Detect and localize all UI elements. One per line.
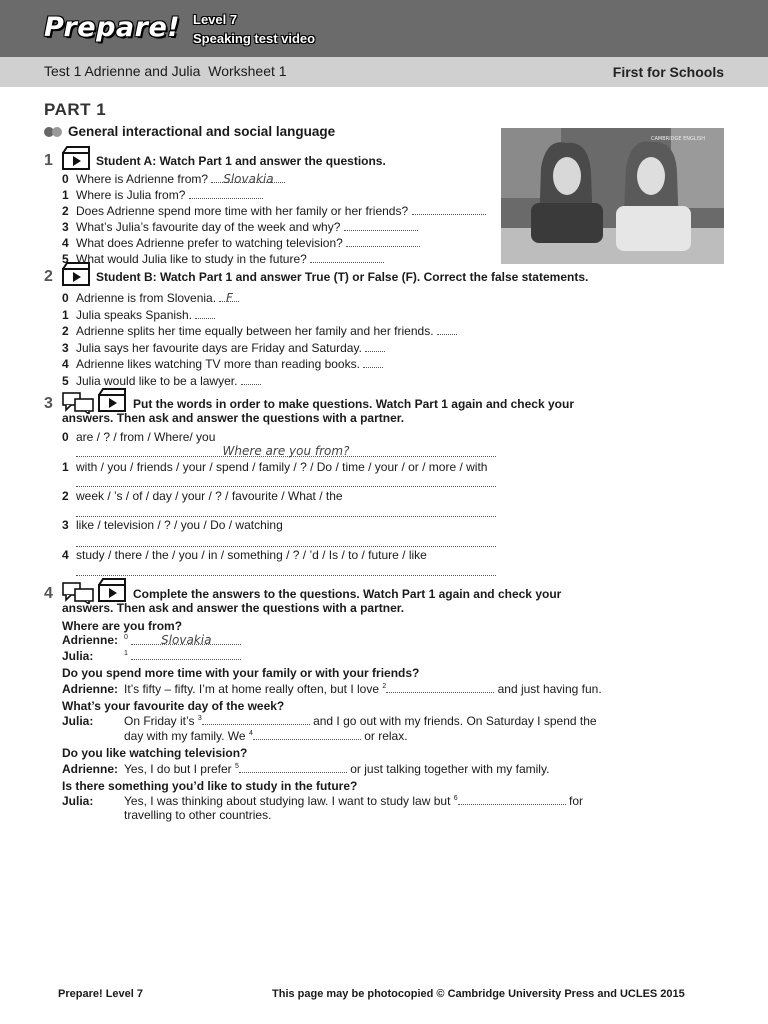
level-title: [193, 10, 315, 48]
answer-field[interactable]: [241, 373, 261, 385]
exercise-1-instruction: Student A: Watch Part 1 and answer the questions.: [96, 154, 386, 168]
list-item: 2 Does Adrienne spend more time with her family or her friends?: [62, 203, 486, 219]
list-item: 2 week / ’s / of / day / your / ? / favourite / What / the: [62, 489, 343, 503]
answer-line[interactable]: [76, 532, 496, 547]
answer-field[interactable]: [346, 235, 420, 247]
question-1: Where are you from?: [62, 619, 183, 633]
answer-field[interactable]: F: [219, 290, 239, 302]
question-4: Do you like watching television?: [62, 746, 248, 760]
answer-field[interactable]: [344, 219, 418, 231]
answer-line[interactable]: [76, 472, 496, 487]
answer-line[interactable]: [76, 561, 496, 576]
list-item: 4 What does Adrienne prefer to watching television?: [62, 235, 486, 251]
test-title: Test 1 Adrienne and Julia Worksheet 1: [44, 63, 287, 79]
list-item: 4 Adrienne likes watching TV more than reading books.: [62, 356, 457, 373]
video-still-photo: [501, 128, 724, 264]
list-item: 3 What’s Julia’s favourite day of the week and why?: [62, 219, 486, 235]
answer-row: Julia: On Friday it’s $^3$ and I go out with my friends. On Saturday I spend the: [62, 714, 597, 728]
exercise-4-number: 4: [44, 585, 53, 602]
answer-row-continued: day with my family. We $^4$ or relax.: [124, 729, 408, 743]
answer-line[interactable]: [76, 502, 496, 517]
list-item: 1 Where is Julia from?: [62, 187, 486, 203]
video-subtitle: Speaking test video: [193, 31, 316, 46]
two-students-image: [501, 128, 724, 264]
exercise-2-number: 2: [44, 268, 53, 285]
exercise-4-instruction-line-1: Complete the answers to the questions. Watch Part 1 again and check your: [133, 587, 562, 601]
exercise-1-list: [62, 171, 486, 267]
answer-field[interactable]: [363, 356, 383, 368]
answer-field[interactable]: [131, 648, 241, 660]
answer-field[interactable]: [195, 307, 215, 319]
section-title: General interactional and social language: [68, 124, 336, 139]
exercise-2-list: [62, 290, 457, 389]
answer-field[interactable]: [386, 681, 494, 693]
answer-field[interactable]: [239, 761, 347, 773]
answer-row-continued: travelling to other countries.: [124, 808, 272, 822]
video-icon: [62, 146, 90, 170]
answer-row: Adrienne: It’s fifty – fifty. I’m at home really often, but I love $^2$ and just having fun.: [62, 682, 602, 696]
answer-field[interactable]: [458, 793, 566, 805]
answer-field[interactable]: [365, 340, 385, 352]
list-item: 5 Julia would like to be a lawyer.: [62, 373, 457, 390]
worksheet-label: Worksheet 1: [208, 63, 287, 79]
part-heading: PART 1: [44, 100, 107, 119]
exercise-4-instruction-line-2: answers. Then ask and answer the questions with a partner.: [62, 601, 405, 615]
video-icon: [98, 388, 126, 412]
answer-row: Adrienne: Yes, I do but I prefer $^5$ or just talking together with my family.: [62, 762, 550, 776]
answer-field[interactable]: [310, 251, 384, 263]
list-item: 1 Julia speaks Spanish.: [62, 307, 457, 324]
exercise-3-instruction-line-2: answers. Then ask and answer the questions with a partner.: [62, 411, 405, 425]
answer-row: Julia: $^1$: [62, 648, 241, 663]
prepare-logo: Prepare!: [44, 12, 181, 43]
list-item: 5 What would Julia like to study in the future?: [62, 251, 486, 267]
level-label: Level 7: [193, 12, 238, 27]
answer-row: Adrienne: $^0$ Slovakia: [62, 633, 241, 647]
exam-label: First for Schools: [612, 64, 724, 80]
answer-field[interactable]: [437, 323, 457, 335]
exercise-3-number: 3: [44, 395, 53, 412]
answer-line[interactable]: Where are you from?: [76, 442, 496, 457]
list-item: 3 like / television / ? / you / Do / watching: [62, 518, 283, 532]
exercise-1-number: 1: [44, 152, 53, 169]
question-3: What’s your favourite day of the week?: [62, 699, 285, 713]
list-item: 0 are / ? / from / Where/ you: [62, 430, 216, 444]
video-icon: [98, 578, 126, 602]
footer-copyright: This page may be photocopied © Cambridge University Press and UCLES 2015: [272, 988, 685, 1000]
list-item: 4 study / there / the / you / in / something / ? / ’d / Is / to / future / like: [62, 548, 427, 562]
list-item: 2 Adrienne splits her time equally between her family and her friends.: [62, 323, 457, 340]
toggle-icon: [44, 127, 62, 137]
list-item: 1 with / you / friends / your / spend / family / ? / Do / time / your / or / more / with: [62, 460, 488, 474]
list-item: 0 Adrienne is from Slovenia. F: [62, 290, 457, 307]
photo-logo: CAMBRIDGE ENGLISH: [651, 136, 706, 142]
video-icon: [62, 262, 90, 286]
answer-field[interactable]: [412, 203, 486, 215]
question-2: Do you spend more time with your family or with your friends?: [62, 666, 420, 680]
footer-level: Prepare! Level 7: [58, 988, 143, 1000]
list-item: 0 Where is Adrienne from? Slovakia: [62, 171, 486, 187]
answer-row: Julia: Yes, I was thinking about studying law. I want to study law but $^6$ for: [62, 794, 584, 808]
answer-field[interactable]: [189, 187, 263, 199]
answer-field[interactable]: [202, 713, 310, 725]
exercise-3-instruction-line-1: Put the words in order to make questions. Watch Part 1 again and check your: [133, 397, 574, 411]
answer-field[interactable]: Slovakia: [211, 171, 285, 183]
exercise-2-instruction: Student B: Watch Part 1 and answer True (T) or False (F). Correct the false statements.: [96, 270, 589, 284]
answer-field[interactable]: Slovakia: [131, 633, 241, 645]
question-5: Is there something you’d like to study in the future?: [62, 779, 358, 793]
list-item: 3 Julia says her favourite days are Friday and Saturday.: [62, 340, 457, 357]
answer-field[interactable]: [253, 728, 361, 740]
